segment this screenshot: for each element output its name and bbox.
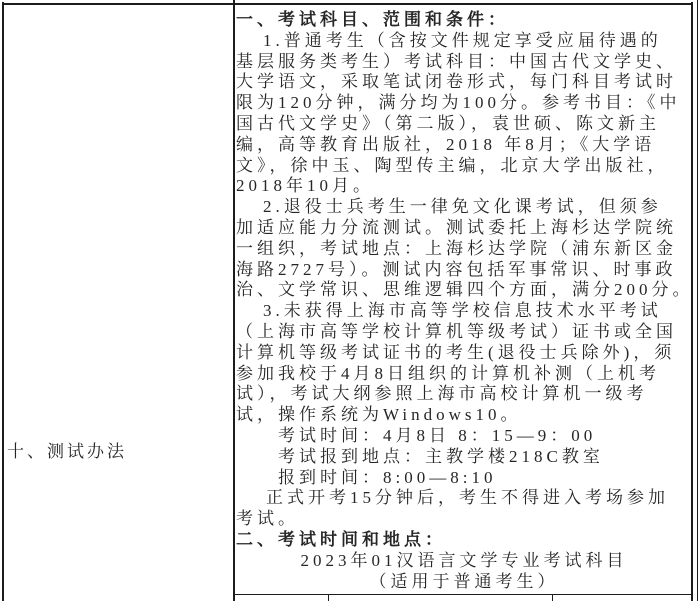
text-line: 大学语文，采取笔试闭卷形式，每门科目考试时 <box>236 72 677 92</box>
text-line: 计算机等级考试证书的考生(退役士兵除外)，须 <box>236 342 676 362</box>
text-line: 试），考试大纲参照上海市高校计算机一级考 <box>236 384 648 404</box>
schedule-table-title: 2023年01汉语言文学专业考试科目 <box>300 550 628 570</box>
text-line: 一组织，考试地点：上海杉达学院（浦东新区金 <box>236 238 677 258</box>
text-line: 编，高等教育出版社，2018 年8月；《大学语 <box>236 134 656 154</box>
text-line: （上海市高等学校计算机等级考试）证书或全国 <box>236 321 677 341</box>
schedule-table-subtitle: （适用于普通考生） <box>369 571 559 591</box>
text-line: 1.普通考生（含按文件规定享受应届待遇的 <box>263 30 662 50</box>
text-line: 文》，徐中玉、陶型传主编，北京大学出版社， <box>236 155 669 175</box>
row-content <box>236 10 692 592</box>
inner-schedule-table-divider-2 <box>552 594 553 601</box>
text-line: 2018年10月。 <box>236 176 374 196</box>
row-label-testing-method: 十、测试办法 <box>7 442 127 461</box>
text-line: 参加我校于4月8日组织的计算机补测（上机考 <box>236 363 660 383</box>
inner-schedule-table-divider-1 <box>328 594 329 601</box>
outer-table-border-right <box>697 0 698 601</box>
exam-checkin-place-line: 考试报到地点：主教学楼218C教室 <box>278 446 604 466</box>
table-border-left <box>2 2 4 601</box>
text-line: 考试。 <box>236 509 299 529</box>
text-line: 海路2727号）。测试内容包括军事常识、时事政 <box>236 259 677 279</box>
text-line: 国古代文学史》（第二版），袁世硕、陈文新主 <box>236 113 660 133</box>
text-line: 3.未获得上海市高等学校信息技术水平考试 <box>263 301 662 321</box>
text-line: 加适应能力分流测试。测试委托上海杉达学院统 <box>236 217 677 237</box>
exam-time-line: 考试时间：4月8日 8：15—9：00 <box>278 425 597 445</box>
section2-heading: 二、考试时间和地点： <box>236 529 446 549</box>
inner-schedule-table-top-border <box>234 594 692 595</box>
text-line: 正式开考15分钟后，考生不得进入考场参加 <box>266 488 669 508</box>
table-border-top <box>2 3 693 5</box>
checkin-time-line: 报到时间：8:00—8:10 <box>278 467 497 487</box>
column-divider <box>233 0 235 601</box>
text-line: 限为120分钟，满分均为100分。参考书目：《中 <box>236 93 681 113</box>
text-line: 试，操作系统为Windows10。 <box>236 405 522 425</box>
text-line: 2.退役士兵考生一律免文化课考试，但须参 <box>263 197 662 217</box>
section1-heading: 一、考试科目、范围和条件： <box>236 10 509 29</box>
text-line: 治、文学常识、思维逻辑四个方面，满分200分。 <box>236 280 694 300</box>
text-line: 基层服务类考生）考试科目：中国古代文学史、 <box>236 51 677 71</box>
